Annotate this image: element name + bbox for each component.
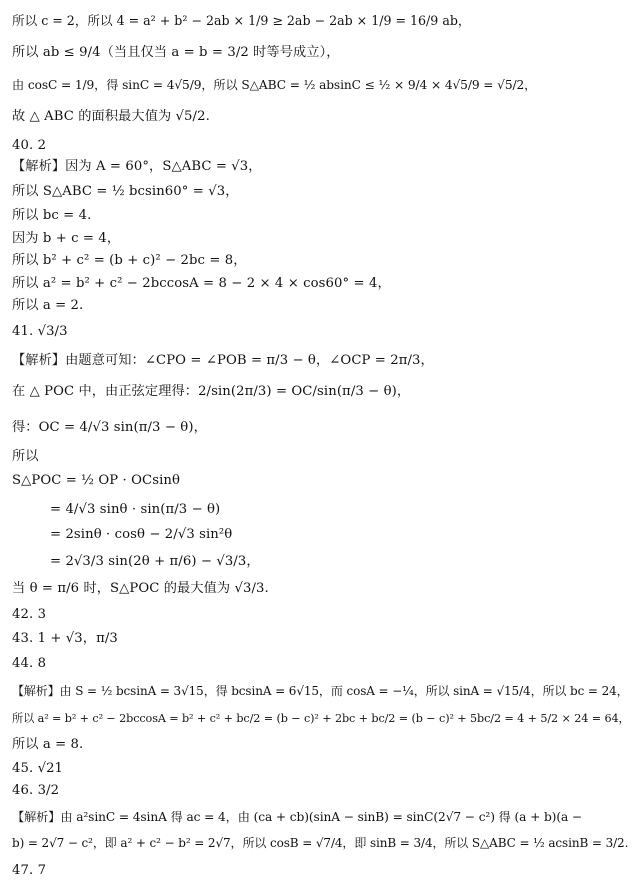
text-line: 因为 b + c = 4，	[12, 231, 121, 246]
text-line: 所以 c = 2，所以 4 = a² + b² − 2ab × 1/9 ≥ 2ab − 2ab × 1/9 = 16/9 ab，	[12, 13, 471, 28]
answer-number: 45. √21	[12, 761, 64, 776]
text-line: 所以 b² + c² = (b + c)² − 2bc = 8，	[12, 253, 247, 268]
text-line: = 4/√3 sinθ · sin(π/3 − θ)	[50, 502, 221, 517]
text-line: = 2sinθ · cosθ − 2/√3 sin²θ	[50, 527, 233, 542]
text-line: 所以 a = 8.	[12, 737, 84, 752]
answer-number: 41. √3/3	[12, 324, 68, 339]
text-line: 所以 ab ≤ 9/4（当且仅当 a = b = 3/2 时等号成立），	[12, 45, 340, 60]
text-line: 当 θ = π/6 时，S△POC 的最大值为 √3/3.	[12, 581, 269, 596]
text-line: 由 cosC = 1/9，得 sinC = 4√5/9，所以 S△ABC = ½ absinC ≤ ½ × 9/4 × 4√5/9 = √5/2，	[12, 78, 537, 92]
text-line: 【解析】由 a²sinC = 4sinA 得 ac = 4，由 (ca + cb)(sinA − sinB) = sinC(2√7 − c²) 得 (a + b)(a −	[12, 810, 583, 824]
text-line: 所以 a² = b² + c² − 2bccosA = b² + c² + bc/2 = (b − c)² + 2bc + bc/2 = (b − c)² + 5bc/2 = 4 + 5/2 × 24 = 64，	[12, 712, 630, 725]
text-line: 所以 S△ABC = ½ bcsin60° = √3，	[12, 184, 239, 199]
answer-number: 47. 7	[12, 863, 47, 878]
text-line: 【解析】由题意可知：∠CPO = ∠POB = π/3 − θ，∠OCP = 2π/3，	[12, 353, 434, 368]
text-line: S△POC = ½ OP · OCsinθ	[12, 473, 181, 488]
text-line: 【解析】由 S = ½ bcsinA = 3√15，得 bcsinA = 6√15，而 cosA = −¼，所以 sinA = √15/4，所以 bc = 24，	[12, 684, 629, 698]
answer-number: 43. 1 + √3，π/3	[12, 631, 118, 646]
text-line: 所以 a² = b² + c² − 2bccosA = 8 − 2 × 4 × cos60° = 4，	[12, 276, 391, 291]
text-line: 所以	[12, 449, 39, 464]
text-line: 在 △ POC 中，由正弦定理得：2/sin(2π/3) = OC/sin(π/3 − θ)，	[12, 384, 411, 399]
text-line: = 2√3/3 sin(2θ + π/6) − √3/3，	[50, 554, 260, 569]
text-line: 所以 a = 2.	[12, 298, 84, 313]
answer-number: 42. 3	[12, 607, 47, 622]
text-line: 所以 bc = 4.	[12, 208, 92, 223]
text-line: 得：OC = 4/√3 sin(π/3 − θ)，	[12, 420, 207, 435]
text-line: b) = 2√7 − c²，即 a² + c² − b² = 2√7，所以 cosB = √7/4，即 sinB = 3/4，所以 S△ABC = ½ acsinB = 3/2.	[12, 836, 629, 850]
answer-number: 46. 3/2	[12, 783, 60, 798]
text-line: 故 △ ABC 的面积最大值为 √5/2.	[12, 109, 210, 124]
answer-number: 44. 8	[12, 656, 47, 671]
text-line: 【解析】因为 A = 60°，S△ABC = √3，	[12, 159, 262, 174]
answer-number: 40. 2	[12, 138, 47, 153]
